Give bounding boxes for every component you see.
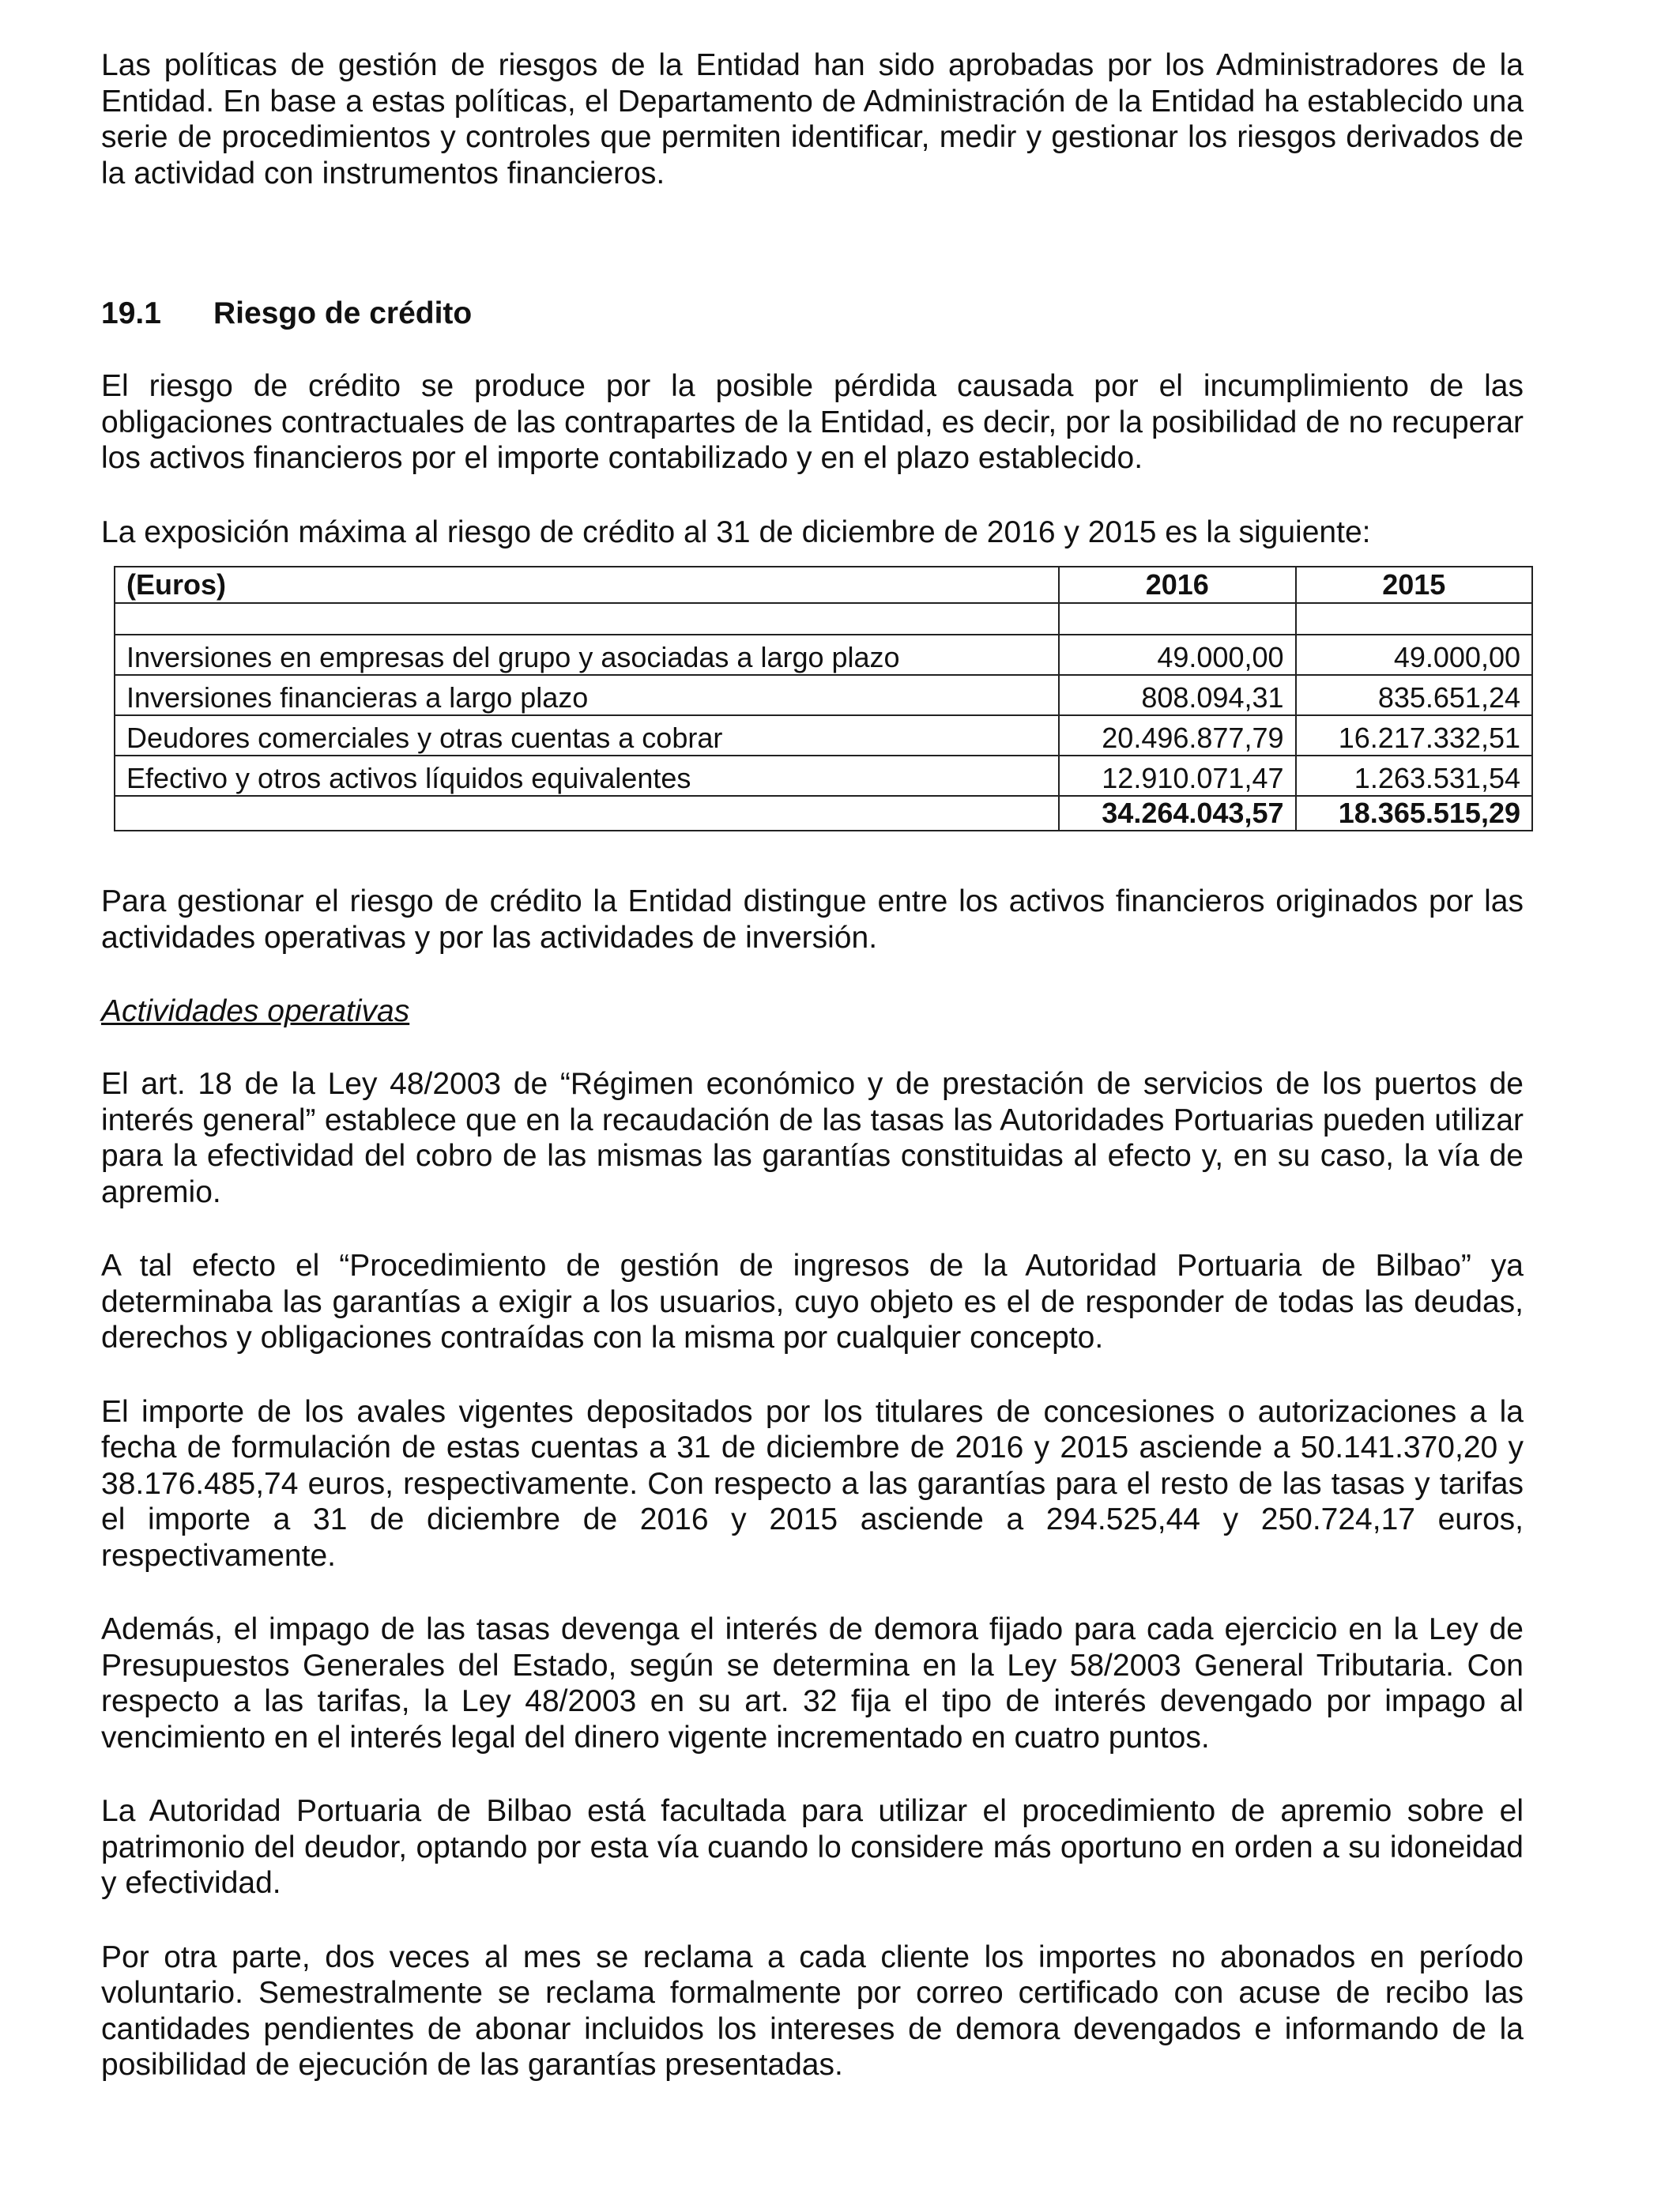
table-header-row	[115, 567, 1532, 603]
document-page	[101, 47, 1524, 2083]
row-value-2016: 808.094,31	[1059, 675, 1295, 715]
apremio-paragraph: La Autoridad Portuaria de Bilbao está facultada para utilizar el procedimiento de apremio sobre el patrimonio del deudor, optando por esta vía cuando lo considere más oportuno en orden a su idoneidad y efectividad.	[101, 1794, 1524, 1900]
total-value-2016: 34.264.043,57	[1059, 796, 1295, 831]
procedure-paragraph: A tal efecto el “Procedimiento de gestión de ingresos de la Autoridad Portuaria de Bilbao” ya determinaba las garantías a exigir a los usuarios, cuyo objeto es el de responder de todas las deudas, derechos y obligaciones contraídas con la misma por cualquier concepto.	[101, 1249, 1524, 1355]
row-label: Efectivo y otros activos líquidos equivalentes	[115, 756, 1059, 796]
claims-paragraph: Por otra parte, dos veces al mes se reclama a cada cliente los importes no abonados en período voluntario. Semestralmente se reclama formalmente por correo certificado con acuse de recibo las cantidades pendientes de abonar incluidos los intereses de demora devengados e informando de la posibilidad de ejecución de las garantías presentadas.	[101, 1940, 1524, 2082]
table-header-2016: 2016	[1059, 567, 1295, 603]
section-heading	[101, 296, 1524, 331]
table-total-row	[115, 796, 1532, 831]
row-value-2016: 12.910.071,47	[1059, 756, 1295, 796]
credit-risk-definition-paragraph: El riesgo de crédito se produce por la posible pérdida causada por el incumplimiento de las obligaciones contractuales de las contrapartes de la Entidad, es decir, por la posibilidad de no recuperar los activos financieros por el importe contabilizado y en el plazo establecido.	[101, 369, 1524, 475]
table-row	[115, 675, 1532, 715]
table-row	[115, 715, 1532, 756]
row-label: Inversiones financieras a largo plazo	[115, 675, 1059, 715]
exposure-intro-paragraph: La exposición máxima al riesgo de crédito al 31 de diciembre de 2016 y 2015 es la siguiente:	[101, 515, 1371, 549]
section-title: Riesgo de crédito	[213, 296, 473, 330]
row-label: Deudores comerciales y otras cuentas a cobrar	[115, 715, 1059, 756]
section-number: 19.1	[101, 296, 161, 330]
credit-exposure-table	[114, 566, 1533, 831]
manage-risk-paragraph: Para gestionar el riesgo de crédito la Entidad distingue entre los activos financieros originados por las actividades operativas y por las actividades de inversión.	[101, 884, 1524, 955]
intro-paragraph: Las políticas de gestión de riesgos de la Entidad han sido aprobadas por los Administradores de la Entidad. En base a estas políticas, el Departamento de Administración de la Entidad ha establecido una serie de procedimientos y controles que permiten identificar, medir y gestionar los riesgos derivados de la actividad con instrumentos financieros.	[101, 48, 1524, 190]
row-value-2015: 16.217.332,51	[1296, 715, 1532, 756]
guarantees-paragraph: El importe de los avales vigentes depositados por los titulares de concesiones o autorizaciones a la fecha de formulación de estas cuentas a 31 de diciembre de 2016 y 2015 asciende a 50.141.370,20 y 38.176.485,74 euros, respectivamente. Con respecto a las garantías para el resto de las tasas y tarifas el importe a 31 de diciembre de 2016 y 2015 asciende a 294.525,44 y 250.724,17 euros, respectivamente.	[101, 1394, 1524, 1573]
interest-paragraph: Además, el impago de las tasas devenga el interés de demora fijado para cada ejercicio en la Ley de Presupuestos Generales del Estado, según se determina en la Ley 58/2003 General Tributaria. Con respecto a las tarifas, la Ley 48/2003 en su art. 32 fija el tipo de interés devengado por impago al vencimiento en el interés legal del dinero vigente incrementado en cuatro puntos.	[101, 1612, 1524, 1755]
subsection-heading: Actividades operativas	[101, 994, 410, 1028]
row-label: Inversiones en empresas del grupo y asociadas a largo plazo	[115, 635, 1059, 675]
table-blank-row	[115, 603, 1532, 635]
table-row	[115, 635, 1532, 675]
row-value-2015: 49.000,00	[1296, 635, 1532, 675]
total-value-2015: 18.365.515,29	[1296, 796, 1532, 831]
row-value-2015: 1.263.531,54	[1296, 756, 1532, 796]
table-row	[115, 756, 1532, 796]
table-header-2015: 2015	[1296, 567, 1532, 603]
row-value-2015: 835.651,24	[1296, 675, 1532, 715]
table-header-label: (Euros)	[115, 567, 1059, 603]
row-value-2016: 49.000,00	[1059, 635, 1295, 675]
row-value-2016: 20.496.877,79	[1059, 715, 1295, 756]
art18-paragraph: El art. 18 de la Ley 48/2003 de “Régimen económico y de prestación de servicios de los puertos de interés general” establece que en la recaudación de las tasas las Autoridades Portuarias pueden utilizar para la efectividad del cobro de las mismas las garantías constituidas al efecto y, en su caso, la vía de apremio.	[101, 1067, 1524, 1209]
